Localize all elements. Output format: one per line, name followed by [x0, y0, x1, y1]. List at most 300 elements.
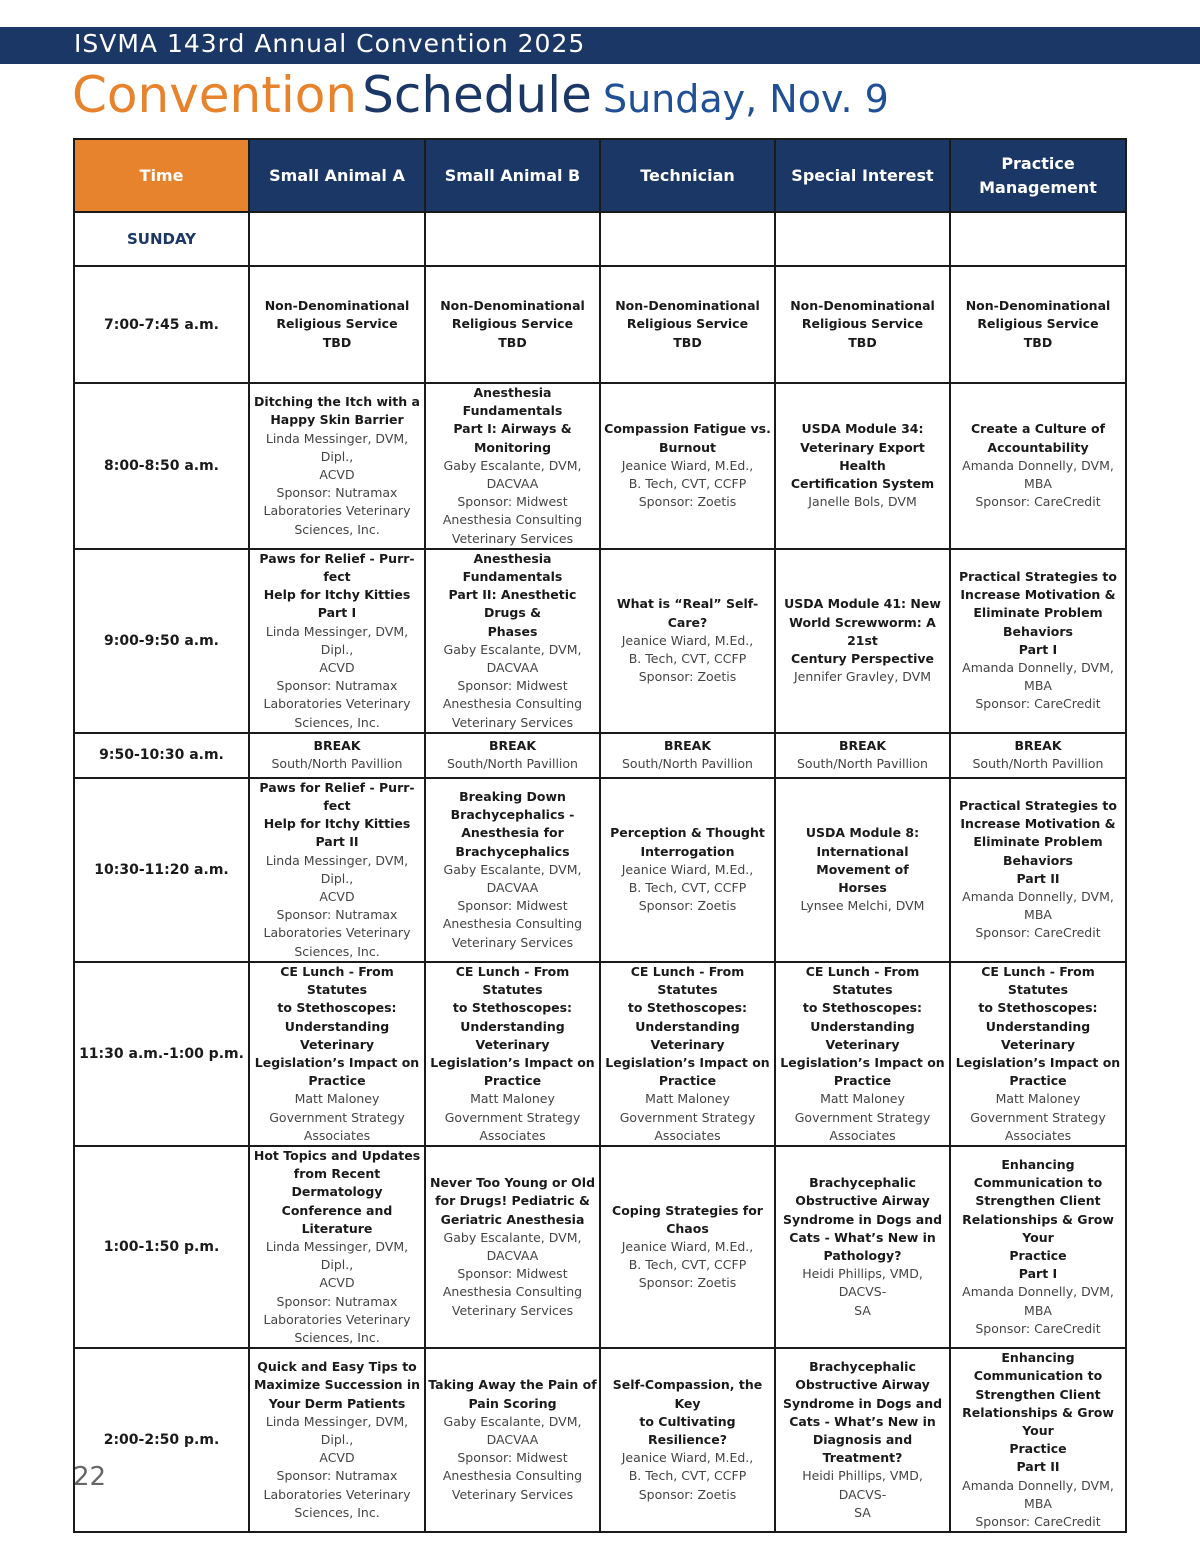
session-detail-line: DACVAA — [486, 879, 539, 895]
title-word-schedule: Schedule — [362, 66, 592, 124]
session-detail-line: Laboratories Veterinary — [263, 925, 411, 941]
session-cell — [600, 383, 775, 549]
session-title-line: Your Derm Patients — [268, 1395, 406, 1411]
session-cell — [249, 778, 425, 962]
column-header-practice-management — [950, 139, 1126, 212]
page-number: 22 — [73, 1462, 107, 1492]
session-title-line: Brachycephalics - — [450, 807, 575, 823]
session-cell — [425, 962, 600, 1146]
session-title-line: Anesthesia Fundamentals — [462, 550, 563, 585]
session-detail-line: Linda Messinger, DVM, Dipl., — [265, 1238, 409, 1273]
session-cell — [600, 778, 775, 962]
session-title-line: Never Too Young or Old — [429, 1175, 596, 1191]
session-title-line: Non-Denominational — [790, 298, 935, 314]
session-detail-line: MBA — [1024, 1495, 1052, 1511]
session-cell — [600, 1348, 775, 1532]
session-title-line: Help for Itchy Kitties — [263, 587, 411, 603]
session-title-line: Legislation’s Impact on — [955, 1054, 1121, 1070]
session-detail-line: Matt Maloney — [820, 1091, 905, 1107]
column-header-small-animal-a: Small Animal A — [249, 139, 425, 212]
session-title-line: Syndrome in Dogs and — [782, 1395, 943, 1411]
session-detail-line: Heidi Phillips, VMD, DACVS- — [802, 1468, 923, 1502]
session-detail-line: Sciences, Inc. — [294, 714, 380, 730]
session-cell — [950, 549, 1126, 733]
session-title-line: Practical Strategies to — [958, 569, 1117, 585]
session-detail-line: Linda Messinger, DVM, Dipl., — [265, 1413, 409, 1448]
session-detail-line: Jeanice Wiard, M.Ed., — [621, 1450, 754, 1466]
session-detail-line: Sponsor: CareCredit — [975, 1320, 1101, 1336]
session-title-line: USDA Module 41: New — [784, 596, 941, 612]
session-title-line: USDA Module 34: — [801, 421, 924, 437]
session-detail-line: Sponsor: Nutramax — [276, 678, 398, 694]
column-header-practice-management-label: Practice Management — [979, 153, 1097, 197]
session-detail-line: Anesthesia Consulting — [442, 696, 583, 712]
session-cell — [249, 1146, 425, 1348]
session-detail-line: MBA — [1024, 1302, 1052, 1318]
session-title-line: Part II — [1016, 1459, 1060, 1475]
session-detail-line: Matt Maloney — [294, 1091, 380, 1107]
session-title-line: Enhancing — [1001, 1157, 1075, 1173]
session-title-line: to Cultivating Resilience? — [639, 1413, 736, 1448]
session-title-line: Quick and Easy Tips to — [257, 1359, 417, 1375]
session-detail-line: Anesthesia Consulting — [442, 512, 583, 528]
schedule-row — [74, 1348, 1126, 1532]
session-detail-line: Amanda Donnelly, DVM, — [962, 889, 1114, 905]
session-detail-line: Gaby Escalante, DVM, — [443, 457, 582, 473]
schedule-row — [74, 733, 1126, 778]
session-detail-line: Matt Maloney — [645, 1091, 730, 1107]
session-detail-line: Sponsor: Zoetis — [638, 669, 737, 685]
session-detail-line: B. Tech, CVT, CCFP — [628, 650, 747, 666]
session-detail-line: South/North Pavillion — [447, 756, 578, 772]
session-detail-line: Jeanice Wiard, M.Ed., — [621, 861, 754, 877]
session-title-line: Religious Service — [276, 316, 398, 332]
schedule-row — [74, 383, 1126, 549]
session-title-line: Conference and Literature — [281, 1202, 393, 1236]
session-detail-line: SA — [854, 1504, 871, 1520]
session-detail-line: Sponsor: CareCredit — [975, 1513, 1101, 1529]
session-title-line: Religious Service — [977, 316, 1099, 332]
session-title-line: Enhancing — [1001, 1350, 1075, 1366]
session-detail-line: Gaby Escalante, DVM, — [443, 1413, 582, 1429]
header-banner — [0, 27, 1200, 64]
session-detail-line: Gaby Escalante, DVM, — [443, 861, 582, 877]
session-title-line: Obstructive Airway — [795, 1193, 930, 1209]
session-title-line: Self-Compassion, the Key — [612, 1377, 763, 1411]
session-title-line: Increase Motivation & — [960, 587, 1116, 603]
session-detail-line: Laboratories Veterinary — [263, 1486, 411, 1502]
session-detail-line: Government Strategy — [970, 1109, 1106, 1125]
session-title-line: TBD — [673, 334, 702, 350]
session-cell — [425, 1146, 600, 1348]
column-header-special-interest: Special Interest — [775, 139, 950, 212]
session-detail-line: Amanda Donnelly, DVM, — [962, 1477, 1114, 1493]
session-detail-line: Sponsor: Midwest — [457, 898, 568, 914]
session-title-line: for Drugs! Pediatric & — [435, 1193, 590, 1209]
session-detail-line: Jeanice Wiard, M.Ed., — [621, 457, 754, 473]
session-title-line: Syndrome in Dogs and — [782, 1211, 943, 1227]
session-detail-line: Associates — [303, 1127, 371, 1143]
session-title-line: Cats - What’s New in — [789, 1413, 936, 1429]
session-title-line: Non-Denominational — [965, 298, 1111, 314]
session-cell — [775, 962, 950, 1146]
session-title-line: Geriatric Anesthesia — [440, 1211, 585, 1227]
time-slot: 9:50-10:30 a.m. — [74, 733, 249, 778]
time-slot: 11:30 a.m.-1:00 p.m. — [74, 962, 249, 1146]
column-header-technician: Technician — [600, 139, 775, 212]
session-detail-line: SA — [854, 1302, 871, 1318]
schedule-row — [74, 1146, 1126, 1348]
session-detail-line: Sponsor: Zoetis — [638, 1275, 737, 1291]
session-title-line: Cats - What’s New in — [789, 1229, 936, 1245]
session-title-line: Eliminate Problem — [973, 605, 1103, 621]
session-title-line: Part I — [317, 605, 357, 621]
session-detail-line: Veterinary Services — [451, 1302, 574, 1318]
session-detail-line: Matt Maloney — [995, 1091, 1081, 1107]
session-title-line: Practice — [483, 1073, 542, 1089]
session-detail-line: MBA — [1024, 476, 1052, 492]
session-title-line: Century Perspective — [790, 650, 935, 666]
session-title-line: Interrogation — [640, 843, 735, 859]
session-detail-line: ACVD — [319, 1450, 355, 1466]
session-detail-line: Sciences, Inc. — [294, 521, 380, 537]
session-title-line: Part I — [1018, 641, 1058, 657]
session-detail-line: Sciences, Inc. — [294, 1329, 380, 1345]
session-cell — [425, 549, 600, 733]
session-title-line: Non-Denominational — [264, 298, 410, 314]
session-title-line: CE Lunch - From Statutes — [280, 963, 394, 998]
session-title-line: Help for Itchy Kitties — [263, 816, 411, 832]
session-detail-line: South/North Pavillion — [622, 756, 753, 772]
session-title-line: Brachycephalic — [809, 1359, 916, 1375]
session-detail-line: Gaby Escalante, DVM, — [443, 641, 582, 657]
session-cell — [425, 383, 600, 549]
time-slot: 1:00-1:50 p.m. — [74, 1146, 249, 1348]
session-title-line: TBD — [1023, 334, 1053, 350]
session-title-line: CE Lunch - From Statutes — [630, 963, 745, 998]
session-cell — [950, 962, 1126, 1146]
session-detail-line: Jeanice Wiard, M.Ed., — [621, 632, 754, 648]
session-title-line: to Stethoscopes: — [277, 1000, 397, 1016]
session-cell — [600, 962, 775, 1146]
session-detail-line: ACVD — [319, 466, 355, 482]
session-cell — [249, 549, 425, 733]
session-title-line: Monitoring — [473, 439, 552, 455]
session-detail-line: DACVAA — [486, 476, 539, 492]
page-subtitle: Sunday, Nov. 9 — [602, 77, 889, 121]
session-title-line: Understanding Veterinary — [810, 1018, 915, 1052]
session-title-line: Part II — [315, 834, 359, 850]
session-title-line: from Recent Dermatology — [291, 1166, 383, 1200]
session-title-line: Behaviors — [1003, 852, 1073, 868]
session-cell — [775, 1146, 950, 1348]
session-cell — [775, 383, 950, 549]
session-cell — [249, 733, 425, 778]
session-detail-line: Sponsor: Nutramax — [276, 1468, 398, 1484]
time-slot: 7:00-7:45 a.m. — [74, 266, 249, 383]
session-cell — [950, 733, 1126, 778]
header-row — [74, 139, 1126, 212]
session-detail-line: Janelle Bols, DVM — [808, 494, 917, 510]
session-title-line: Burnout — [659, 439, 716, 455]
session-detail-line: Sponsor: Nutramax — [276, 485, 398, 501]
session-title-line: Religious Service — [801, 316, 924, 332]
session-detail-line: DACVAA — [486, 1432, 539, 1448]
session-detail-line: Gaby Escalante, DVM, — [443, 1229, 582, 1245]
session-title-line: World Screwworm: A 21st — [789, 614, 936, 648]
session-title-line: International Movement of — [816, 843, 909, 877]
session-cell — [775, 778, 950, 962]
session-title-line: CE Lunch - From Statutes — [981, 963, 1095, 998]
session-detail-line: Veterinary Services — [451, 714, 574, 730]
session-detail-line: Sciences, Inc. — [294, 943, 380, 959]
session-title-line: BREAK — [488, 738, 537, 754]
session-title-line: Practice — [658, 1073, 717, 1089]
schedule-row — [74, 778, 1126, 962]
session-cell — [600, 733, 775, 778]
session-cell — [775, 266, 950, 383]
session-title-line: Paws for Relief - Purr-fect — [259, 550, 415, 585]
session-title-line: Strengthen Client — [975, 1193, 1101, 1209]
session-cell — [775, 1348, 950, 1532]
time-slot: 10:30-11:20 a.m. — [74, 778, 249, 962]
session-title-line: to Stethoscopes: — [627, 1000, 748, 1016]
session-title-line: Brachycephalics — [455, 843, 570, 859]
session-title-line: What is “Real” Self-Care? — [616, 596, 759, 630]
session-title-line: Relationships & Grow Your — [962, 1404, 1114, 1438]
session-detail-line: Sciences, Inc. — [294, 1504, 380, 1520]
session-title-line: CE Lunch - From Statutes — [805, 963, 920, 998]
session-detail-line: Jennifer Gravley, DVM — [793, 669, 932, 685]
session-title-line: to Stethoscopes: — [802, 1000, 923, 1016]
session-title-line: Breaking Down — [459, 788, 566, 804]
session-detail-line: South/North Pavillion — [797, 756, 928, 772]
session-cell — [775, 549, 950, 733]
session-detail-line: Laboratories Veterinary — [263, 1311, 411, 1327]
session-detail-line: Amanda Donnelly, DVM, — [962, 660, 1114, 676]
session-title-line: TBD — [498, 334, 527, 350]
session-detail-line: Sponsor: Zoetis — [638, 1486, 737, 1502]
session-cell — [600, 1146, 775, 1348]
session-title-line: Part I — [1018, 1266, 1058, 1282]
session-detail-line: Anesthesia Consulting — [442, 916, 583, 932]
empty-cell — [425, 212, 600, 266]
session-title-line: Increase Motivation & — [960, 816, 1116, 832]
session-detail-line: ACVD — [319, 660, 355, 676]
session-detail-line: Sponsor: Midwest — [457, 1266, 568, 1282]
session-detail-line: Anesthesia Consulting — [442, 1468, 583, 1484]
session-detail-line: Linda Messinger, DVM, Dipl., — [265, 430, 409, 464]
session-detail-line: Sponsor: Midwest — [457, 494, 568, 510]
session-cell — [249, 962, 425, 1146]
session-title-line: Understanding Veterinary — [284, 1018, 390, 1052]
session-detail-line: Sponsor: Zoetis — [638, 494, 737, 510]
column-header-time: Time — [74, 139, 249, 212]
session-cell — [425, 266, 600, 383]
session-cell — [950, 1146, 1126, 1348]
session-title-line: Paws for Relief - Purr-fect — [259, 779, 415, 814]
session-title-line: CE Lunch - From Statutes — [455, 963, 570, 998]
session-title-line: Behaviors — [1003, 623, 1073, 639]
session-detail-line: Heidi Phillips, VMD, DACVS- — [802, 1266, 923, 1300]
session-detail-line: Sponsor: CareCredit — [975, 494, 1101, 510]
empty-cell — [249, 212, 425, 266]
session-cell — [950, 266, 1126, 383]
session-cell — [425, 778, 600, 962]
session-detail-line: ACVD — [319, 1275, 355, 1291]
session-title-line: Happy Skin Barrier — [270, 412, 404, 428]
session-detail-line: B. Tech, CVT, CCFP — [628, 1468, 747, 1484]
session-detail-line: DACVAA — [486, 1248, 539, 1264]
session-cell — [600, 549, 775, 733]
session-title-line: TBD — [322, 334, 352, 350]
day-row — [74, 212, 1126, 266]
session-title-line: Understanding Veterinary — [985, 1018, 1091, 1052]
time-slot: 8:00-8:50 a.m. — [74, 383, 249, 549]
time-slot: 9:00-9:50 a.m. — [74, 549, 249, 733]
session-title-line: TBD — [848, 334, 877, 350]
session-title-line: Diagnosis and Treatment? — [812, 1432, 913, 1466]
column-header-small-animal-b: Small Animal B — [425, 139, 600, 212]
session-detail-line: Associates — [829, 1127, 896, 1143]
session-title-line: Hot Topics and Updates — [253, 1147, 421, 1163]
session-title-line: Horses — [838, 879, 887, 895]
session-detail-line: Veterinary Services — [451, 934, 574, 950]
session-title-line: Religious Service — [626, 316, 749, 332]
schedule-row — [74, 962, 1126, 1146]
session-detail-line: Sponsor: CareCredit — [975, 696, 1101, 712]
session-title-line: Practice — [1009, 1248, 1067, 1264]
session-title-line: Practical Strategies to — [958, 798, 1117, 814]
session-title-line: Anesthesia Fundamentals — [462, 385, 563, 419]
session-title-line: Taking Away the Pain of — [428, 1377, 597, 1393]
session-detail-line: MBA — [1024, 678, 1052, 694]
session-title-line: Legislation’s Impact on — [605, 1054, 770, 1070]
session-title-line: Coping Strategies for — [612, 1202, 763, 1218]
session-title-line: BREAK — [663, 738, 712, 754]
session-title-line: Non-Denominational — [440, 298, 585, 314]
session-detail-line: Sponsor: Nutramax — [276, 907, 398, 923]
session-title-line: Communication to — [973, 1368, 1103, 1384]
session-detail-line: Linda Messinger, DVM, Dipl., — [265, 623, 409, 657]
session-cell — [600, 266, 775, 383]
session-title-line: BREAK — [1014, 738, 1062, 754]
session-cell — [950, 1348, 1126, 1532]
banner-text: ISVMA 143rd Annual Convention 2025 — [74, 29, 586, 58]
session-title-line: Practice — [1009, 1441, 1067, 1457]
session-cell — [425, 1348, 600, 1532]
title-word-convention: Convention — [72, 66, 358, 124]
session-title-line: Understanding Veterinary — [460, 1018, 565, 1052]
session-detail-line: Amanda Donnelly, DVM, — [962, 1284, 1114, 1300]
session-title-line: Strengthen Client — [975, 1386, 1101, 1402]
empty-cell — [950, 212, 1126, 266]
session-detail-line: Sponsor: Midwest — [457, 1450, 568, 1466]
session-title-line: Compassion Fatigue vs. — [604, 421, 771, 437]
session-title-line: Accountability — [987, 439, 1089, 455]
schedule-table — [73, 138, 1127, 1533]
session-cell — [249, 266, 425, 383]
session-detail-line: Sponsor: CareCredit — [975, 925, 1101, 941]
session-title-line: Legislation’s Impact on — [430, 1054, 595, 1070]
session-title-line: BREAK — [313, 738, 361, 754]
session-detail-line: Associates — [479, 1127, 546, 1143]
session-detail-line: Associates — [654, 1127, 721, 1143]
session-title-line: Maximize Succession in — [253, 1377, 421, 1393]
session-title-line: Religious Service — [451, 316, 574, 332]
session-title-line: Veterinary Export Health — [800, 439, 925, 473]
session-detail-line: Sponsor: Midwest — [457, 678, 568, 694]
session-title-line: Relationships & Grow Your — [962, 1211, 1114, 1245]
session-detail-line: Veterinary Services — [451, 530, 574, 546]
session-title-line: Chaos — [666, 1220, 709, 1236]
session-title-line: Part II — [1016, 870, 1060, 886]
schedule-row — [74, 266, 1126, 383]
session-title-line: Practice — [1009, 1073, 1067, 1089]
session-detail-line: Lynsee Melchi, DVM — [800, 898, 925, 914]
session-title-line: to Stethoscopes: — [452, 1000, 573, 1016]
session-title-line: BREAK — [838, 738, 887, 754]
empty-cell — [775, 212, 950, 266]
session-cell — [950, 778, 1126, 962]
session-detail-line: Amanda Donnelly, DVM, — [962, 457, 1114, 473]
session-detail-line: Laboratories Veterinary — [263, 503, 411, 519]
session-cell — [425, 733, 600, 778]
day-label: SUNDAY — [74, 212, 249, 266]
page-title — [72, 66, 889, 126]
session-detail-line: Government Strategy — [444, 1109, 581, 1125]
session-title-line: Obstructive Airway — [795, 1377, 930, 1393]
session-title-line: Communication to — [973, 1175, 1103, 1191]
session-title-line: Pathology? — [823, 1248, 902, 1264]
session-detail-line: Associates — [1004, 1127, 1072, 1143]
session-title-line: to Stethoscopes: — [978, 1000, 1098, 1016]
session-detail-line: DACVAA — [486, 660, 539, 676]
session-title-line: Perception & Thought — [610, 825, 765, 841]
session-detail-line: Government Strategy — [794, 1109, 931, 1125]
session-title-line: Part I: Airways & — [453, 421, 572, 437]
session-detail-line: South/North Pavillion — [972, 756, 1104, 772]
session-cell — [950, 383, 1126, 549]
session-title-line: Practice — [833, 1073, 892, 1089]
session-title-line: Part II: Anesthetic Drugs & — [448, 587, 577, 621]
session-detail-line: Laboratories Veterinary — [263, 696, 411, 712]
session-detail-line: South/North Pavillion — [271, 756, 403, 772]
session-cell — [775, 733, 950, 778]
session-detail-line: Anesthesia Consulting — [442, 1284, 583, 1300]
session-detail-line: B. Tech, CVT, CCFP — [628, 476, 747, 492]
time-slot: 2:00-2:50 p.m. — [74, 1348, 249, 1532]
session-detail-line: Veterinary Services — [451, 1486, 574, 1502]
session-title-line: Legislation’s Impact on — [254, 1054, 420, 1070]
session-detail-line: MBA — [1024, 907, 1052, 923]
session-cell — [249, 383, 425, 549]
schedule-body — [74, 212, 1126, 1532]
session-detail-line: Linda Messinger, DVM, Dipl., — [265, 852, 409, 886]
session-detail-line: ACVD — [319, 889, 355, 905]
session-detail-line: Sponsor: Zoetis — [638, 898, 737, 914]
session-title-line: Create a Culture of — [970, 421, 1106, 437]
schedule-row — [74, 549, 1126, 733]
session-title-line: USDA Module 8: — [805, 825, 920, 841]
session-title-line: Anesthesia for — [461, 825, 564, 841]
empty-cell — [600, 212, 775, 266]
session-detail-line: Matt Maloney — [470, 1091, 555, 1107]
session-title-line: Phases — [487, 623, 538, 639]
session-title-line: Brachycephalic — [809, 1175, 916, 1191]
session-title-line: Understanding Veterinary — [635, 1018, 740, 1052]
session-detail-line: Jeanice Wiard, M.Ed., — [621, 1238, 754, 1254]
